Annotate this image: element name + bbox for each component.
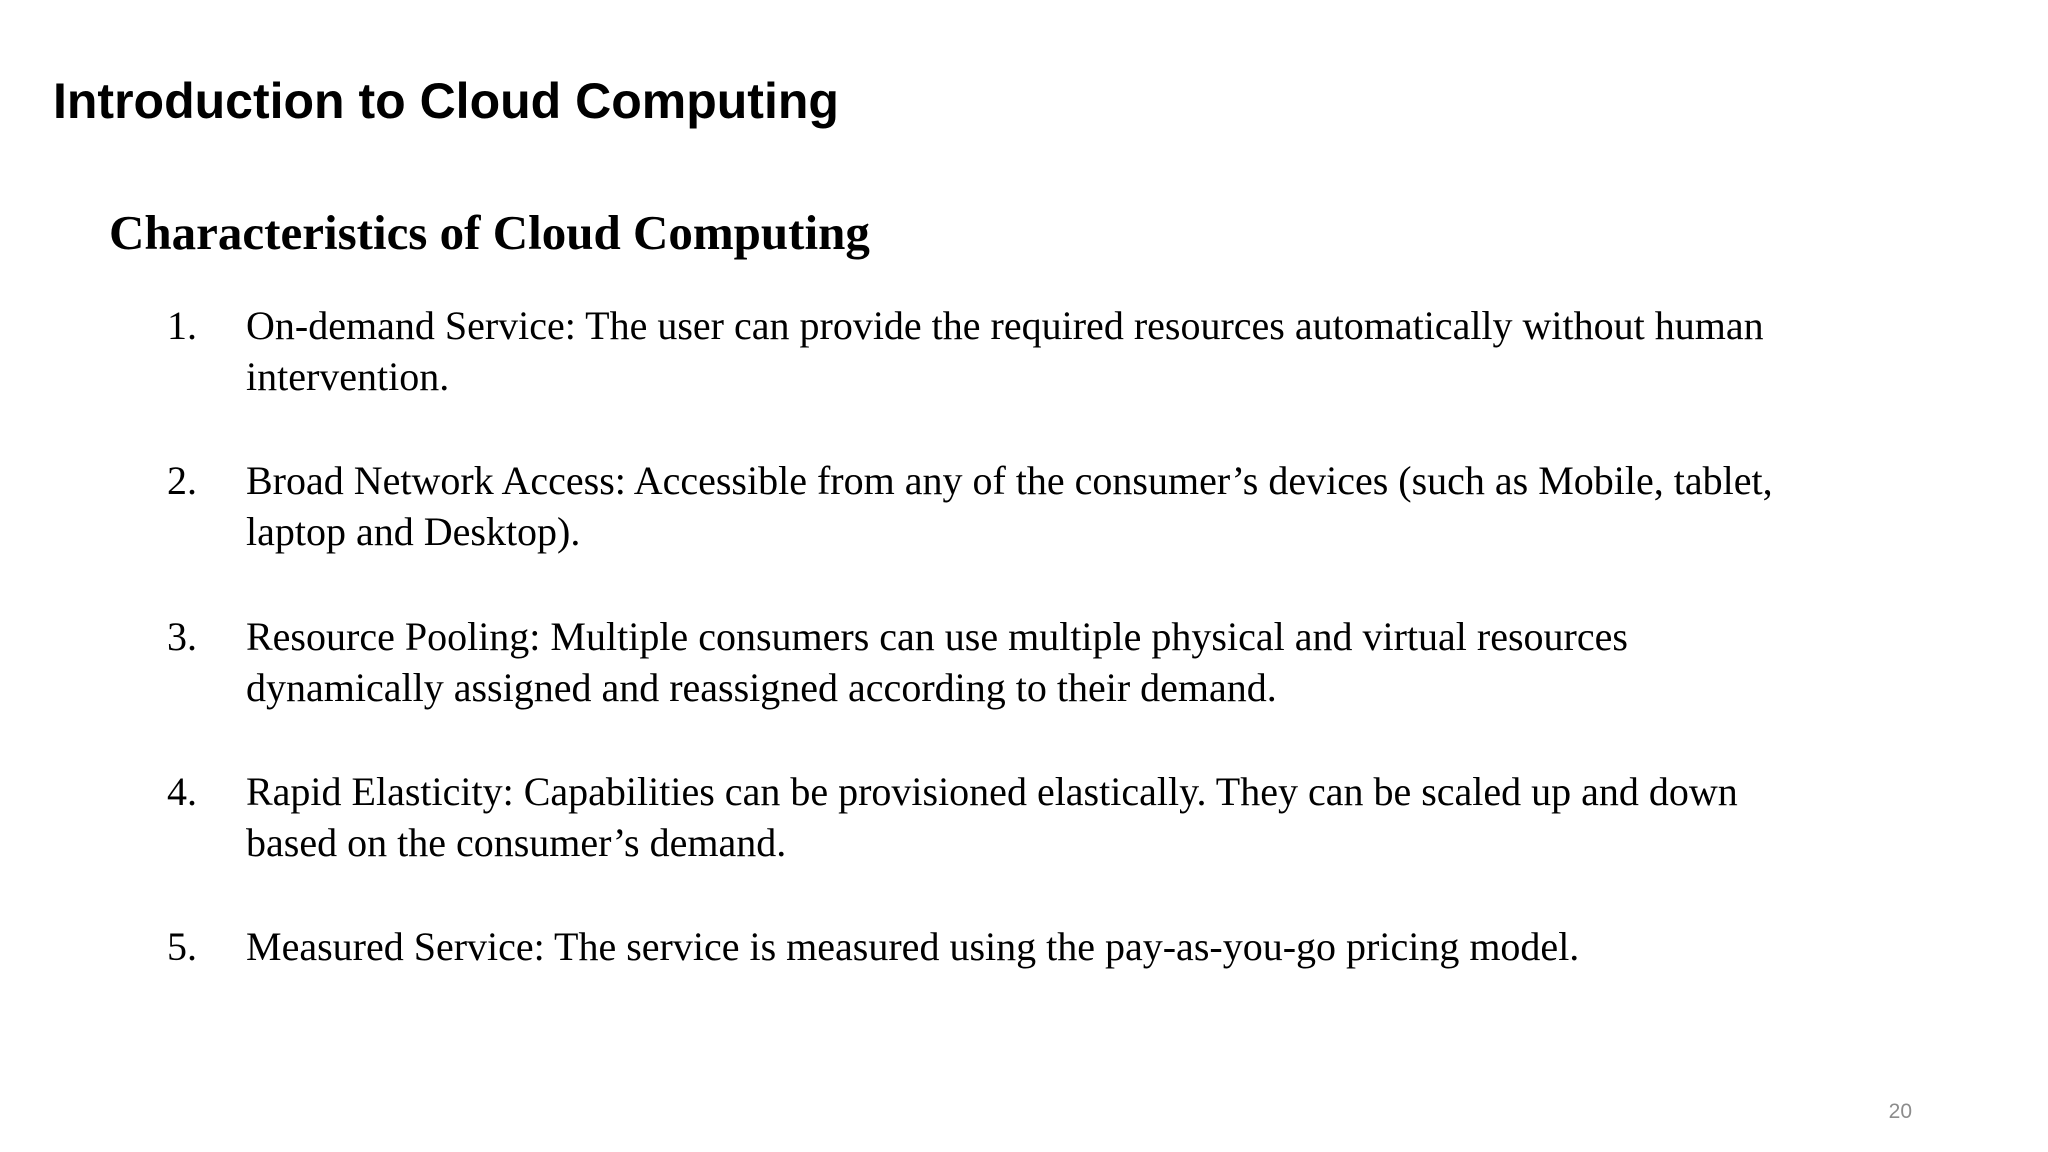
list-item-text: Resource Pooling: Multiple consumers can use multiple physical and virtual resources dynamically assigned and reassigned according to their demand. [246, 614, 1628, 710]
list-item-number: 3. [167, 614, 197, 659]
slide-title: Introduction to Cloud Computing [53, 73, 839, 129]
list-item-text: On-demand Service: The user can provide the required resources automatically without human intervention. [246, 303, 1764, 399]
list-item-text: Measured Service: The service is measured using the pay-as-you-go pricing model. [246, 924, 1580, 969]
list-item-number: 1. [167, 303, 197, 348]
section-heading: Characteristics of Cloud Computing [109, 205, 870, 260]
list-item-number: 4. [167, 769, 197, 814]
list-item-text: Broad Network Access: Accessible from any of the consumer’s devices (such as Mobile, tablet, laptop and Desktop). [246, 458, 1773, 554]
list-item-number: 5. [167, 924, 197, 969]
list-item-number: 2. [167, 458, 197, 503]
list-item-text: Rapid Elasticity: Capabilities can be provisioned elastically. They can be scaled up and down based on the consumer’s demand. [246, 769, 1738, 865]
page-number: 20 [1888, 1100, 1912, 1123]
